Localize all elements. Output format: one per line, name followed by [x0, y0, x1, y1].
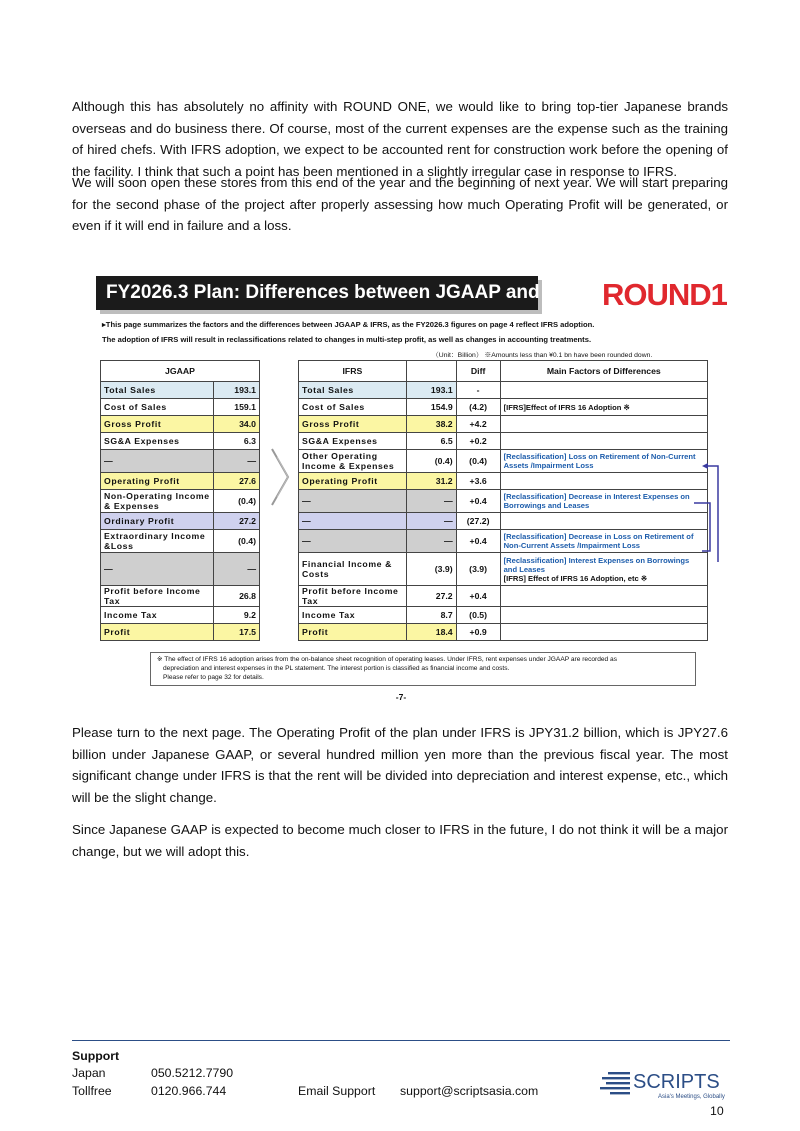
- slide-image: [88, 272, 727, 706]
- round1-logo-text: ROUND1: [602, 277, 727, 312]
- ifrs-item-label: Financial Income & Costs: [299, 553, 407, 586]
- jgaap-row: [101, 586, 260, 607]
- diff-value: +4.2: [456, 416, 500, 433]
- factor-cell: [500, 607, 707, 624]
- ifrs-row: [299, 607, 708, 624]
- ifrs-item-label: Total Sales: [299, 382, 407, 399]
- ifrs-row: [299, 473, 708, 490]
- jgaap-item-label: Non-Operating Income & Expenses: [101, 490, 214, 513]
- scripts-logo: [600, 1066, 725, 1100]
- jgaap-item-label: —: [101, 553, 214, 586]
- jgaap-item-label: Profit before Income Tax: [101, 586, 214, 607]
- jgaap-item-value: 159.1: [214, 399, 260, 416]
- jgaap-item-value: 6.3: [214, 433, 260, 450]
- ifrs-item-value: 31.2: [406, 473, 456, 490]
- unit-note: （Unit：Billion） ※Amounts less than ¥0.1 bn have been rounded down.: [432, 352, 653, 359]
- ifrs-item-value: —: [406, 490, 456, 513]
- jgaap-item-value: —: [214, 553, 260, 586]
- jgaap-row: [101, 433, 260, 450]
- ifrs-footnote: [150, 652, 696, 686]
- ifrs-item-label: Other Operating Income & Expenses: [299, 450, 407, 473]
- ifrs-item-value: 27.2: [406, 586, 456, 607]
- ifrs-row: [299, 553, 708, 586]
- scripts-logo-text: SCRIPTS: [633, 1071, 720, 1093]
- jgaap-item-value: 26.8: [214, 586, 260, 607]
- factors-header: Main Factors of Differences: [500, 361, 707, 382]
- ifrs-item-value: 193.1: [406, 382, 456, 399]
- factor-cell: [500, 530, 707, 553]
- diff-value: (4.2): [456, 399, 500, 416]
- ifrs-item-label: Operating Profit: [299, 473, 407, 490]
- slide-subtitle-2: The adoption of IFRS will result in reclassifications related to changes in multi-step profit, as well as changes in accounting treatments.: [102, 335, 592, 344]
- diff-value: +0.4: [456, 586, 500, 607]
- diff-value: +0.9: [456, 624, 500, 641]
- ifrs-item-value: 6.5: [406, 433, 456, 450]
- footnote-line-3: Please refer to page 32 for details.: [163, 674, 264, 681]
- ifrs-item-label: Cost of Sales: [299, 399, 407, 416]
- ifrs-item-label: —: [299, 513, 407, 530]
- page-number: 10: [710, 1104, 724, 1118]
- ifrs-item-value: —: [406, 513, 456, 530]
- jgaap-row: [101, 473, 260, 490]
- paragraph-4: Since Japanese GAAP is expected to become much closer to IFRS in the future, I do not think it will be a major change, but we will adopt this.: [72, 822, 728, 859]
- jgaap-item-value: 27.6: [214, 473, 260, 490]
- footnote-line-1: ※ The effect of IFRS 16 adoption arises from the on-balance sheet recognition of operating leases. Under IFRS, rent expenses under JGAAP are recorded as: [157, 656, 618, 663]
- ifrs-item-label: SG&A Expenses: [299, 433, 407, 450]
- ifrs-header: IFRS: [299, 361, 407, 382]
- footer-japan-phone: 050.5212.7790: [151, 1066, 234, 1080]
- factor-cell: [500, 450, 707, 473]
- jgaap-item-value: (0.4): [214, 530, 260, 553]
- footer-tollfree-label: Tollfree: [72, 1084, 112, 1098]
- footer-email-label: Email Support: [298, 1084, 376, 1098]
- ifrs-item-label: Income Tax: [299, 607, 407, 624]
- paragraph-2: We will soon open these stores from this end of the year and the beginning of next year. We will start preparing for the second phase of the project after properly assessing how much Operating Profit will be generated, or even if it will end in failure and a loss.: [72, 175, 728, 233]
- factor-text: [IFRS]Effect of IFRS 16 Adoption ※: [503, 402, 630, 412]
- factor-cell: [500, 399, 707, 416]
- ifrs-row: [299, 490, 708, 513]
- ifrs-item-value: 8.7: [406, 607, 456, 624]
- jgaap-table: [100, 360, 260, 641]
- ifrs-row: [299, 530, 708, 553]
- diff-value: +0.2: [456, 433, 500, 450]
- ifrs-item-value: 18.4: [406, 624, 456, 641]
- ifrs-item-label: Profit before Income Tax: [299, 586, 407, 607]
- ifrs-row: [299, 513, 708, 530]
- factor-cell: [500, 586, 707, 607]
- jgaap-item-value: 193.1: [214, 382, 260, 399]
- jgaap-item-label: SG&A Expenses: [101, 433, 214, 450]
- slide-title: FY2026.3 Plan: Differences between JGAAP and IFRS: [96, 276, 538, 310]
- jgaap-row: [101, 607, 260, 624]
- ifrs-item-value: (3.9): [406, 553, 456, 586]
- factor-cell: [500, 624, 707, 641]
- ifrs-row: [299, 624, 708, 641]
- diff-value: (0.4): [456, 450, 500, 473]
- diff-header: Diff: [456, 361, 500, 382]
- jgaap-row: [101, 450, 260, 473]
- ifrs-blank-header: [406, 361, 456, 382]
- jgaap-item-label: —: [101, 450, 214, 473]
- ifrs-item-label: Gross Profit: [299, 416, 407, 433]
- factor-cell: [500, 513, 707, 530]
- slide-page-number: -7-: [395, 692, 407, 702]
- jgaap-item-value: (0.4): [214, 490, 260, 513]
- jgaap-row: [101, 624, 260, 641]
- paragraph-3: Please turn to the next page. The Operating Profit of the plan under IFRS is JPY31.2 billion, which is JPY27.6 billion under Japanese GAAP, or several hundred million yen more than the previous fiscal year. The most significant change under IFRS is that the rent will be divided into depreciation and interest expense, etc., which will be the slight change.: [72, 725, 728, 805]
- jgaap-row: [101, 399, 260, 416]
- ifrs-row: [299, 450, 708, 473]
- jgaap-item-value: —: [214, 450, 260, 473]
- factor-cell: [500, 553, 707, 586]
- footer-email-link[interactable]: support@scriptsasia.com: [400, 1084, 539, 1098]
- scripts-logo-tagline: Asia's Meetings, Globally: [658, 1094, 725, 1100]
- ifrs-item-value: (0.4): [406, 450, 456, 473]
- reclassification-arrows: [700, 452, 722, 562]
- footer-japan-label: Japan: [72, 1066, 106, 1080]
- jgaap-item-label: Gross Profit: [101, 416, 214, 433]
- paragraph-1: Although this has absolutely no affinity with ROUND ONE, we would like to bring top-tier Japanese brands overseas and do business there. Of course, most of the current expenses are the expense such as the training of hired chefs. With IFRS adoption, we expect to be accounted rent for construction work before the opening of the facility. I think that such a point has been mentioned in a slightly irregular case in response to IFRS.: [72, 99, 728, 179]
- jgaap-item-value: 27.2: [214, 513, 260, 530]
- jgaap-header: JGAAP: [101, 361, 260, 382]
- slide-subtitle-1: ▸This page summarizes the factors and the differences between JGAAP & IFRS, as the FY2026.3 figures on page 4 reflect IFRS adoption.: [102, 320, 595, 329]
- factor-cell: [500, 433, 707, 450]
- ifrs-row: [299, 382, 708, 399]
- footer-tollfree-phone: 0120.966.744: [151, 1084, 227, 1098]
- ifrs-row: [299, 416, 708, 433]
- diff-value: +0.4: [456, 530, 500, 553]
- diff-value: (3.9): [456, 553, 500, 586]
- ifrs-item-value: 154.9: [406, 399, 456, 416]
- ifrs-item-value: 38.2: [406, 416, 456, 433]
- factor-text: [Reclassification] Interest Expenses on Borrowings and Leases: [503, 555, 690, 574]
- jgaap-row: [101, 553, 260, 586]
- ifrs-item-value: —: [406, 530, 456, 553]
- jgaap-item-label: Extraordinary Income &Loss: [101, 530, 214, 553]
- round1-logo: [600, 272, 727, 312]
- factor-text: [Reclassification] Decrease in Interest Expenses on Borrowings and Leases: [503, 492, 690, 510]
- ifrs-table: [298, 360, 708, 641]
- arrow-chevron-icon: [268, 447, 292, 507]
- ifrs-item-label: —: [299, 530, 407, 553]
- factor-cell: [500, 382, 707, 399]
- ifrs-row: [299, 586, 708, 607]
- ifrs-row: [299, 399, 708, 416]
- factor-cell: [500, 490, 707, 513]
- diff-value: (27.2): [456, 513, 500, 530]
- diff-value: -: [456, 382, 500, 399]
- jgaap-item-value: 17.5: [214, 624, 260, 641]
- jgaap-item-label: Total Sales: [101, 382, 214, 399]
- factor-cell: [500, 416, 707, 433]
- diff-value: +3.6: [456, 473, 500, 490]
- diff-value: +0.4: [456, 490, 500, 513]
- ifrs-item-label: —: [299, 490, 407, 513]
- jgaap-item-label: Operating Profit: [101, 473, 214, 490]
- jgaap-item-value: 9.2: [214, 607, 260, 624]
- factor-cell: [500, 473, 707, 490]
- jgaap-row: [101, 416, 260, 433]
- ifrs-item-label: Profit: [299, 624, 407, 641]
- jgaap-item-value: 34.0: [214, 416, 260, 433]
- footnote-line-2: depreciation and interest expenses in the PL statement. The interest portion is classified as financial income and costs.: [163, 665, 510, 672]
- factor-text-secondary: [IFRS] Effect of IFRS 16 Adoption, etc ※: [503, 573, 648, 583]
- footer-support-label: Support: [72, 1049, 120, 1063]
- jgaap-row: [101, 513, 260, 530]
- footer-divider: [72, 1040, 730, 1041]
- jgaap-item-label: Profit: [101, 624, 214, 641]
- factor-text: [Reclassification] Loss on Retirement of Non-Current Assets /Impairment Loss: [503, 452, 696, 470]
- jgaap-row: [101, 382, 260, 399]
- jgaap-row: [101, 490, 260, 513]
- jgaap-row: [101, 530, 260, 553]
- jgaap-item-label: Income Tax: [101, 607, 214, 624]
- jgaap-item-label: Cost of Sales: [101, 399, 214, 416]
- ifrs-row: [299, 433, 708, 450]
- factor-text: [Reclassification] Decrease in Loss on Retirement of Non-Current Assets /Impairment Loss: [503, 532, 694, 550]
- jgaap-item-label: Ordinary Profit: [101, 513, 214, 530]
- diff-value: (0.5): [456, 607, 500, 624]
